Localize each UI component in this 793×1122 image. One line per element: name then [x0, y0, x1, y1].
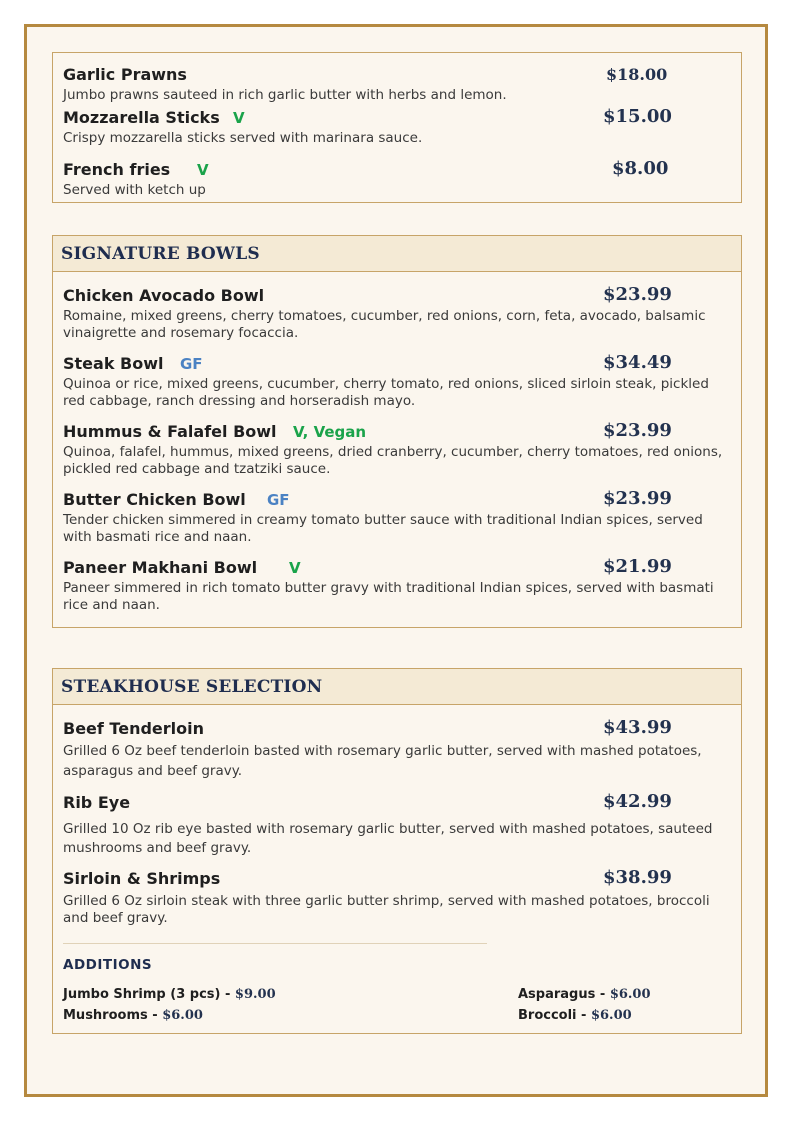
menu-item [63, 65, 731, 104]
item-name: Hummus & Falafel Bowl [63, 422, 277, 441]
item-name: Paneer Makhani Bowl [63, 558, 258, 577]
vegetarian-tag: V [233, 109, 245, 127]
menu-item [63, 719, 731, 781]
steakhouse-section [52, 668, 742, 1034]
menu-item [63, 422, 731, 478]
item-description: Grilled 6 Oz beef tenderloin basted with rosemary garlic butter, served with mashed potatoes, asparagus and beef gravy. [63, 743, 702, 779]
item-name: Beef Tenderloin [63, 719, 205, 738]
menu-item [63, 869, 731, 927]
section-header [53, 669, 741, 705]
item-description: Served with ketch up [63, 182, 206, 198]
item-name: Sirloin & Shrimps [63, 869, 221, 888]
vegetarian-tag: V [289, 559, 301, 577]
addition-price: $9.00 [234, 987, 276, 1002]
item-description: Crispy mozzarella sticks served with marinara sauce. [63, 130, 423, 146]
menu-item [63, 286, 731, 342]
item-name: Steak Bowl [63, 354, 164, 373]
addition-name: Mushrooms [63, 1008, 148, 1023]
item-price: $8.00 [612, 158, 669, 179]
item-description: Paneer simmered in rich tomato butter gravy with traditional Indian spices, served with basmati rice and naan. [63, 580, 714, 613]
menu-item [63, 108, 731, 147]
section-header [53, 236, 741, 272]
appetizers-section [52, 52, 742, 203]
menu-item [63, 793, 731, 858]
item-price: $38.99 [603, 867, 672, 888]
item-description: Tender chicken simmered in creamy tomato butter sauce with traditional Indian spices, served with basmati rice and naan. [63, 512, 703, 545]
item-name: Rib Eye [63, 793, 131, 812]
item-price: $15.00 [603, 106, 672, 127]
menu-item [63, 490, 731, 546]
item-description: Quinoa, falafel, hummus, mixed greens, dried cranberry, cucumber, cherry tomatoes, red onions, pickled red cabbage and tzatziki sauce. [63, 444, 723, 477]
item-price: $21.99 [603, 556, 672, 577]
addition-price: $6.00 [590, 1008, 632, 1023]
item-price: $42.99 [603, 791, 672, 812]
menu-item [63, 354, 731, 410]
addition-name: Asparagus [518, 987, 596, 1002]
item-description: Jumbo prawns sauteed in rich garlic butter with herbs and lemon. [63, 87, 507, 103]
section-title: STEAKHOUSE SELECTION [61, 676, 323, 697]
item-price: $18.00 [606, 65, 668, 84]
item-name: Mozzarella Sticks [63, 108, 220, 127]
divider [63, 943, 487, 944]
gluten-free-tag: GF [267, 491, 290, 509]
item-description: Quinoa or rice, mixed greens, cucumber, cherry tomato, red onions, sliced sirloin steak, pickled red cabbage, ranch dressing and horseradish mayo. [63, 376, 709, 409]
section-title: SIGNATURE BOWLS [61, 243, 260, 264]
item-description: Grilled 10 Oz rib eye basted with rosemary garlic butter, served with mashed potatoes, sauteed mushrooms and beef gravy. [63, 821, 713, 856]
item-description: Romaine, mixed greens, cherry tomatoes, cucumber, red onions, corn, feta, avocado, balsamic vinaigrette and rosemary focaccia. [63, 308, 706, 341]
addition-name: Jumbo Shrimp (3 pcs) [63, 987, 221, 1002]
item-price: $23.99 [603, 284, 672, 305]
vegetarian-tag: V [197, 161, 209, 179]
item-name: French fries [63, 160, 171, 179]
addition-name: Broccoli [518, 1008, 577, 1023]
item-name: Butter Chicken Bowl [63, 490, 246, 509]
gluten-free-tag: GF [180, 355, 203, 373]
addition-item: Broccoli - $6.00 [518, 1008, 632, 1023]
menu-item [63, 558, 731, 614]
vegan-tag: V, Vegan [293, 423, 367, 441]
addition-item: Asparagus - $6.00 [518, 987, 651, 1002]
additions-title: ADDITIONS [63, 957, 153, 973]
item-price: $23.99 [603, 420, 672, 441]
addition-item: Jumbo Shrimp (3 pcs) - $9.00 [63, 987, 276, 1002]
item-price: $34.49 [603, 352, 672, 373]
item-description: Grilled 6 Oz sirloin steak with three garlic butter shrimp, served with mashed potatoes, broccoli and beef gravy. [63, 893, 710, 926]
addition-price: $6.00 [162, 1008, 203, 1023]
signature-bowls-section [52, 235, 742, 628]
addition-item: Mushrooms - $6.00 [63, 1008, 203, 1023]
item-price: $23.99 [603, 488, 672, 509]
addition-price: $6.00 [609, 987, 651, 1002]
item-name: Garlic Prawns [63, 65, 187, 84]
menu-item [63, 160, 731, 199]
item-price: $43.99 [603, 717, 672, 738]
item-name: Chicken Avocado Bowl [63, 286, 265, 305]
